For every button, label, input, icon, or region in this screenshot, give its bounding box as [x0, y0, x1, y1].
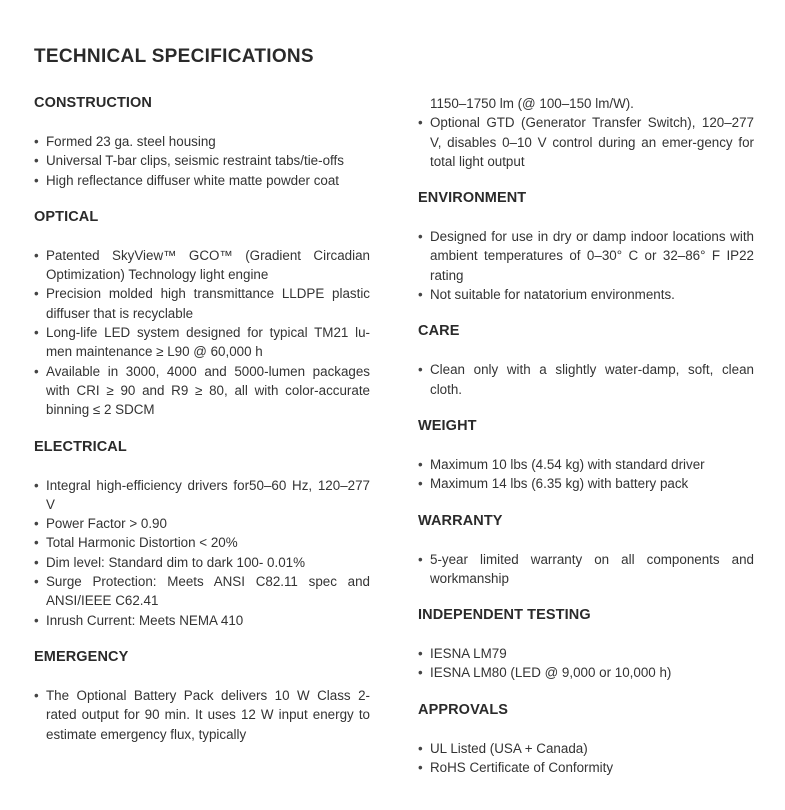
bullet-list: [418, 739, 754, 778]
list-item: • Patented SkyView™ GCO™ (Gradient Circadian Optimization) Technology light engine: [34, 246, 370, 285]
bullet-list: [418, 227, 754, 304]
list-item: • Dim level: Standard dim to dark 100- 0.01%: [34, 553, 370, 572]
list-item: • RoHS Certificate of Conformity: [418, 758, 754, 777]
list-item: • Designed for use in dry or damp indoor locations with ambient temperatures of 0–30° C or 32–86° F IP22 rating: [418, 227, 754, 285]
list-item: • Surge Protection: Meets ANSI C82.11 spec and ANSI/IEEE C62.41: [34, 572, 370, 611]
section-title: ENVIRONMENT: [418, 190, 527, 207]
bullet-list: [34, 476, 370, 630]
bullet-list: [418, 550, 754, 589]
left-column: [34, 94, 370, 762]
list-item: • UL Listed (USA + Canada): [418, 739, 754, 758]
list-item: • Integral high-efficiency drivers for50–60 Hz, 120–277 V: [34, 476, 370, 515]
list-item: • High reflectance diffuser white matte powder coat: [34, 171, 370, 190]
section-title: INDEPENDENT TESTING: [418, 607, 591, 624]
bullet-list: [418, 644, 754, 683]
list-item: • Long-life LED system designed for typical TM21 lu-men maintenance ≥ L90 @ 60,000 h: [34, 323, 370, 362]
section-title: ELECTRICAL: [34, 438, 127, 455]
page-title: TECHNICAL SPECIFICATIONS: [34, 46, 314, 67]
bullet-list: [418, 113, 754, 171]
list-item: • Optional GTD (Generator Transfer Switch), 120–277 V, disables 0–10 V control during an emer-gency for total light output: [418, 113, 754, 171]
section-title: WARRANTY: [418, 512, 503, 529]
section-emergency: [34, 648, 370, 744]
section-electrical: [34, 438, 370, 630]
section-title: CARE: [418, 323, 460, 340]
list-item: • Not suitable for natatorium environments.: [418, 285, 754, 304]
list-item: • Power Factor > 0.90: [34, 514, 370, 533]
section-title: CONSTRUCTION: [34, 95, 152, 111]
section-approvals: [418, 701, 754, 778]
continued-text: 1150–1750 lm (@ 100–150 lm/W).: [430, 96, 634, 111]
list-item: • The Optional Battery Pack delivers 10 W Class 2-rated output for 90 min. It uses 12 W input energy to estimate emergency flux, typically: [34, 686, 370, 744]
list-item: • 5-year limited warranty on all components and workmanship: [418, 550, 754, 589]
list-item: • Available in 3000, 4000 and 5000-lumen packages with CRI ≥ 90 and R9 ≥ 80, all with color-accurate binning ≤ 2 SDCM: [34, 362, 370, 420]
right-column: [418, 94, 754, 795]
section-independent-testing: [418, 606, 754, 683]
section-weight: [418, 417, 754, 494]
list-item: • Inrush Current: Meets NEMA 410: [34, 611, 370, 630]
section-environment: [418, 189, 754, 304]
section-care: [418, 322, 754, 399]
section-title: OPTICAL: [34, 208, 99, 225]
list-item: • Universal T-bar clips, seismic restraint tabs/tie-offs: [34, 151, 370, 170]
list-item: • Maximum 10 lbs (4.54 kg) with standard driver: [418, 455, 754, 474]
bullet-list: [418, 360, 754, 399]
list-item: • Formed 23 ga. steel housing: [34, 132, 370, 151]
section-optical: [34, 208, 370, 420]
list-item: • Clean only with a slightly water-damp, soft, clean cloth.: [418, 360, 754, 399]
bullet-list: [34, 132, 370, 190]
section-title: APPROVALS: [418, 701, 509, 718]
section-warranty: [418, 512, 754, 589]
section-emergency-continued: [418, 94, 754, 171]
bullet-list: [418, 455, 754, 494]
bullet-list: [34, 686, 370, 744]
list-item: • Precision molded high transmittance LLDPE plastic diffuser that is recyclable: [34, 284, 370, 323]
list-item: • IESNA LM80 (LED @ 9,000 or 10,000 h): [418, 663, 754, 682]
section-construction: [34, 94, 370, 190]
list-item: • Total Harmonic Distortion < 20%: [34, 533, 370, 552]
section-title: WEIGHT: [418, 417, 477, 434]
bullet-list: [34, 246, 370, 420]
section-title: EMERGENCY: [34, 648, 129, 665]
list-item: • Maximum 14 lbs (6.35 kg) with battery pack: [418, 474, 754, 493]
list-item: • IESNA LM79: [418, 644, 754, 663]
